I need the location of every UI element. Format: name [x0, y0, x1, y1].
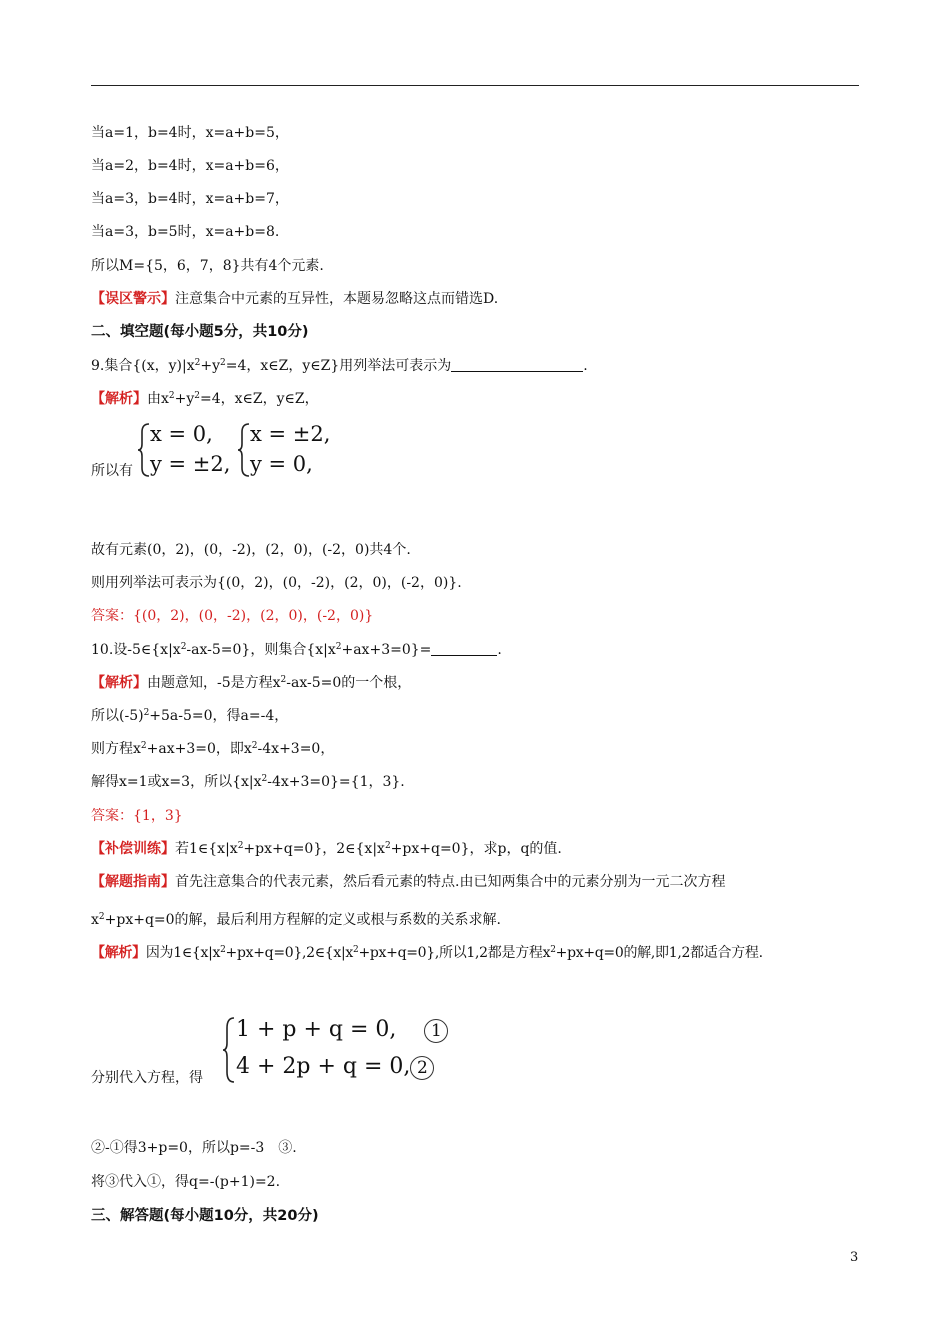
so-have-label: 所以有 — [91, 463, 133, 479]
superscript: 2 — [280, 675, 287, 685]
answer-value: {1，3} — [133, 808, 183, 824]
analysis-tag: 【解析】 — [91, 675, 147, 691]
text: 若1∈{x|x — [175, 841, 238, 857]
superscript: 2 — [261, 774, 268, 784]
question-10 — [91, 640, 502, 660]
text-line — [91, 772, 405, 792]
superscript: 2 — [335, 642, 342, 652]
system-2-row-2: y = 0, — [250, 452, 313, 476]
text: +px+q=0},所以1,2都是方程x — [358, 945, 551, 961]
text: 首先注意集合的代表元素，然后看元素的特点.由已知两集合中的元素分别为一元二次方程 — [175, 874, 726, 890]
text: 解得x=1或x=3，所以{x|x — [91, 774, 262, 790]
left-brace-2 — [237, 422, 251, 478]
question-9 — [91, 356, 588, 376]
superscript: 2 — [194, 358, 201, 368]
text-line — [91, 706, 288, 726]
error-warning-line — [91, 289, 498, 309]
analysis-10 — [91, 673, 411, 693]
answer-9 — [91, 606, 373, 626]
superscript: 2 — [219, 358, 226, 368]
circled-number-2: 2 — [410, 1056, 434, 1080]
superscript: 2 — [550, 945, 556, 955]
analysis-tag: 【解析】 — [91, 391, 147, 407]
analysis-supplementary — [91, 943, 763, 963]
text: +px+q=0}，求p，q的值. — [390, 841, 562, 857]
text-line: 所以M={5，6，7，8}共有4个元素. — [91, 258, 324, 274]
page-number: 3 — [850, 1250, 859, 1265]
superscript: 2 — [220, 945, 226, 955]
equation-1 — [236, 1016, 448, 1044]
superscript: 2 — [140, 741, 147, 751]
text: . — [497, 642, 502, 658]
error-warning-tag: 【误区警示】 — [91, 291, 175, 307]
text: +y — [200, 358, 220, 374]
text: -ax-5=0的一个根， — [286, 675, 412, 691]
section-heading-answer: 三、解答题(每小题10分，共20分) — [91, 1208, 319, 1224]
text: +px+q=0的解，最后利用方程解的定义或根与系数的关系求解. — [104, 912, 502, 928]
superscript: 2 — [384, 841, 391, 851]
superscript: 2 — [168, 391, 175, 401]
text-line: 将③代入①，得q=-(p+1)=2. — [91, 1174, 281, 1190]
text: x — [91, 912, 99, 928]
text: 所以(-5) — [91, 708, 144, 724]
header-rule — [91, 85, 859, 86]
analysis-9 — [91, 389, 319, 409]
text: 由题意知，-5是方程x — [147, 675, 281, 691]
text: 由x — [147, 391, 169, 407]
answer-blank — [451, 357, 583, 372]
superscript: 2 — [143, 708, 150, 718]
text-line: 则用列举法可表示为{(0，2)，(0，-2)，(2，0)，(-2，0)}. — [91, 575, 462, 591]
answer-blank — [431, 641, 497, 656]
system-2-row-1: x = ±2, — [250, 422, 331, 446]
equation-text: 4 + 2p + q = 0, — [236, 1054, 411, 1079]
text: 因为1∈{x|x — [145, 945, 221, 961]
text: +y — [174, 391, 195, 407]
analysis-tag: 【解析】 — [91, 945, 146, 961]
answer-label: 答案： — [91, 808, 133, 824]
superscript: 2 — [180, 642, 187, 652]
text: +ax+3=0}= — [341, 642, 432, 658]
text: 则方程x — [91, 741, 141, 757]
answer-label: 答案： — [91, 608, 133, 624]
superscript: 2 — [194, 391, 201, 401]
system-1-row-1: x = 0, — [150, 422, 213, 446]
superscript: 2 — [98, 912, 105, 922]
text-line — [91, 910, 501, 930]
text: =4，x∈Z，y∈Z}用列举法可表示为 — [225, 358, 452, 374]
left-brace-3 — [222, 1016, 236, 1084]
error-warning-text: 注意集合中元素的互异性，本题易忽略这点而错选D. — [175, 291, 499, 307]
text-line: ②-①得3+p=0，所以p=-3 ③. — [91, 1140, 297, 1156]
text: -4x+3=0， — [257, 741, 335, 757]
text: +ax+3=0，即x — [146, 741, 252, 757]
superscript: 2 — [251, 741, 258, 751]
text: +px+q=0},2∈{x|x — [225, 945, 354, 961]
text: =4，x∈Z，y∈Z， — [200, 391, 319, 407]
guide-tag: 【解题指南】 — [91, 874, 175, 890]
solution-guide — [91, 872, 725, 892]
equation-2 — [236, 1053, 434, 1081]
answer-value: {(0，2)，(0，-2)，(2，0)，(-2，0)} — [133, 608, 374, 624]
text-line: 当a=3，b=5时，x=a+b=8. — [91, 224, 280, 240]
text-line: 当a=2，b=4时，x=a+b=6， — [91, 158, 289, 174]
text: -ax-5=0}，则集合{x|x — [186, 642, 336, 658]
system-1-row-2: y = ±2, — [150, 452, 231, 476]
substitute-label: 分别代入方程，得 — [91, 1070, 203, 1086]
text-line: 当a=1，b=4时，x=a+b=5， — [91, 125, 289, 141]
text-line: 故有元素(0，2)，(0，-2)，(2，0)，(-2，0)共4个. — [91, 542, 411, 558]
text: 10.设-5∈{x|x — [91, 642, 181, 658]
text: +5a-5=0，得a=-4， — [149, 708, 289, 724]
text: 9.集合{(x，y)|x — [91, 358, 195, 374]
circled-number-1: 1 — [424, 1019, 448, 1043]
superscript: 2 — [237, 841, 244, 851]
text-line: 当a=3，b=4时，x=a+b=7， — [91, 191, 289, 207]
text: +px+q=0的解,即1,2都适合方程. — [555, 945, 763, 961]
text: -4x+3=0}={1，3}. — [267, 774, 405, 790]
text: +px+q=0}，2∈{x|x — [243, 841, 385, 857]
text-line — [91, 739, 334, 759]
superscript: 2 — [353, 945, 359, 955]
supplementary-exercise — [91, 839, 562, 859]
supplementary-tag: 【补偿训练】 — [91, 841, 175, 857]
left-brace-1 — [137, 422, 151, 478]
text: . — [583, 358, 588, 374]
equation-text: 1 + p + q = 0, — [236, 1017, 397, 1042]
section-heading-fill-blank: 二、填空题(每小题5分，共10分) — [91, 324, 309, 340]
answer-10 — [91, 806, 183, 826]
